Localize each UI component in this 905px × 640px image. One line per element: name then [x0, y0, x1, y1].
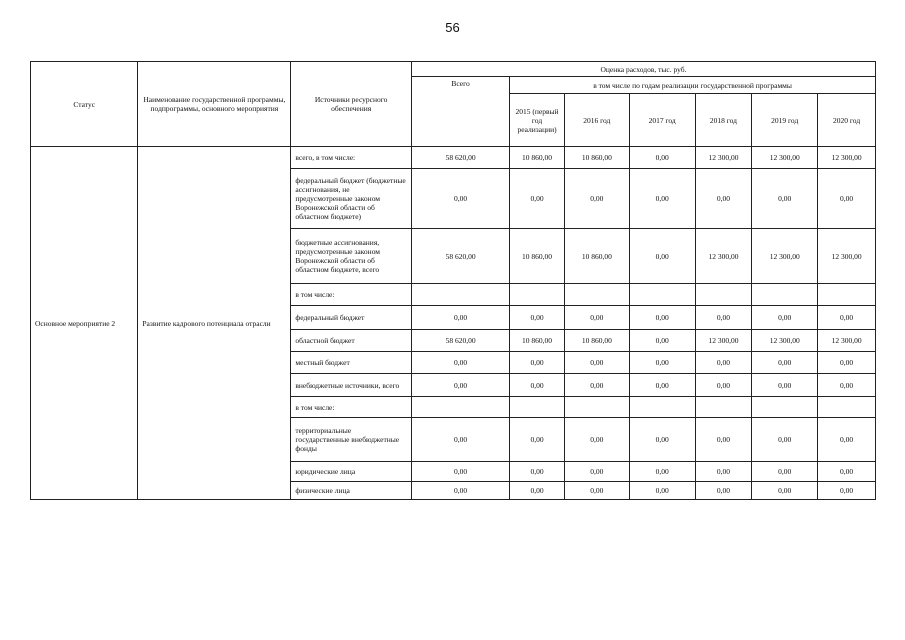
table-row [31, 147, 876, 169]
year-value-cell [629, 397, 695, 418]
header-year-2016: 2016 год [564, 94, 629, 147]
year-value-cell: 0,00 [695, 374, 752, 397]
year-value-cell: 10 860,00 [564, 229, 629, 284]
year-value-cell: 10 860,00 [510, 330, 565, 352]
source-cell: физические лица [291, 482, 412, 500]
year-value-cell: 0,00 [818, 418, 876, 462]
header-by-year: в том числе по годам реализации государственной программы [510, 77, 876, 94]
year-value-cell: 0,00 [564, 169, 629, 229]
year-value-cell: 0,00 [510, 352, 565, 374]
year-value-cell [695, 397, 752, 418]
source-cell: территориальные государственные внебюджетные фонды [291, 418, 412, 462]
year-value-cell: 0,00 [818, 482, 876, 500]
year-value-cell: 0,00 [629, 482, 695, 500]
header-name: Наименование государственной программы, подпрограммы, основного мероприятия [138, 62, 291, 147]
year-value-cell [564, 284, 629, 306]
year-value-cell: 0,00 [695, 418, 752, 462]
year-value-cell: 12 300,00 [752, 330, 818, 352]
year-value-cell: 0,00 [510, 418, 565, 462]
source-cell: местный бюджет [291, 352, 412, 374]
year-value-cell [818, 284, 876, 306]
total-value-cell [411, 397, 509, 418]
source-cell: в том числе: [291, 284, 412, 306]
program-name-cell: Развитие кадрового потенциала отрасли [138, 147, 291, 500]
header-year-2019: 2019 год [752, 94, 818, 147]
year-value-cell: 12 300,00 [752, 147, 818, 169]
source-cell: внебюджетные источники, всего [291, 374, 412, 397]
year-value-cell [564, 397, 629, 418]
year-value-cell: 0,00 [510, 306, 565, 330]
year-value-cell: 0,00 [510, 482, 565, 500]
header-year-2018: 2018 год [695, 94, 752, 147]
year-value-cell: 12 300,00 [818, 229, 876, 284]
year-value-cell: 0,00 [564, 306, 629, 330]
source-cell: всего, в том числе: [291, 147, 412, 169]
year-value-cell: 0,00 [629, 462, 695, 482]
year-value-cell: 0,00 [752, 418, 818, 462]
total-value-cell: 58 620,00 [411, 330, 509, 352]
year-value-cell: 0,00 [752, 352, 818, 374]
status-cell: Основное мероприятие 2 [31, 147, 138, 500]
header-year-2015: 2015 (первый год реализации) [510, 94, 565, 147]
year-value-cell: 12 300,00 [695, 330, 752, 352]
year-value-cell: 0,00 [510, 169, 565, 229]
year-value-cell: 0,00 [510, 462, 565, 482]
header-estimate: Оценка расходов, тыс. руб. [411, 62, 875, 77]
year-value-cell: 0,00 [752, 374, 818, 397]
year-value-cell: 0,00 [818, 306, 876, 330]
year-value-cell: 0,00 [752, 169, 818, 229]
year-value-cell: 12 300,00 [752, 229, 818, 284]
year-value-cell: 0,00 [695, 482, 752, 500]
year-value-cell [752, 284, 818, 306]
year-value-cell: 12 300,00 [695, 229, 752, 284]
source-cell: в том числе: [291, 397, 412, 418]
total-value-cell [411, 284, 509, 306]
year-value-cell [818, 397, 876, 418]
year-value-cell: 12 300,00 [695, 147, 752, 169]
year-value-cell: 0,00 [564, 482, 629, 500]
year-value-cell: 10 860,00 [564, 147, 629, 169]
year-value-cell [752, 397, 818, 418]
total-value-cell: 58 620,00 [411, 147, 509, 169]
year-value-cell: 0,00 [629, 229, 695, 284]
year-value-cell: 0,00 [629, 374, 695, 397]
year-value-cell: 10 860,00 [510, 229, 565, 284]
source-cell: юридические лица [291, 462, 412, 482]
year-value-cell: 0,00 [695, 169, 752, 229]
year-value-cell: 0,00 [510, 374, 565, 397]
year-value-cell: 12 300,00 [818, 330, 876, 352]
total-value-cell: 0,00 [411, 418, 509, 462]
source-cell: федеральный бюджет (бюджетные ассигнования, не предусмотренные законом Воронежской области об областном бюджете) [291, 169, 412, 229]
year-value-cell: 0,00 [629, 306, 695, 330]
year-value-cell: 0,00 [695, 352, 752, 374]
source-cell: бюджетные ассигнования, предусмотренные законом Воронежской области об областном бюджете, всего [291, 229, 412, 284]
year-value-cell [695, 284, 752, 306]
total-value-cell: 0,00 [411, 482, 509, 500]
year-value-cell: 0,00 [695, 462, 752, 482]
header-total: Всего [411, 77, 509, 147]
source-cell: областной бюджет [291, 330, 412, 352]
year-value-cell: 0,00 [564, 418, 629, 462]
year-value-cell: 0,00 [564, 374, 629, 397]
year-value-cell: 12 300,00 [818, 147, 876, 169]
expense-table [30, 61, 876, 500]
year-value-cell: 0,00 [818, 169, 876, 229]
total-value-cell: 58 620,00 [411, 229, 509, 284]
header-year-2017: 2017 год [629, 94, 695, 147]
year-value-cell: 0,00 [752, 482, 818, 500]
year-value-cell [629, 284, 695, 306]
total-value-cell: 0,00 [411, 306, 509, 330]
year-value-cell: 0,00 [629, 330, 695, 352]
year-value-cell: 0,00 [818, 374, 876, 397]
year-value-cell: 0,00 [629, 352, 695, 374]
year-value-cell: 10 860,00 [564, 330, 629, 352]
year-value-cell [510, 397, 565, 418]
total-value-cell: 0,00 [411, 169, 509, 229]
year-value-cell: 0,00 [629, 418, 695, 462]
page-number: 56 [445, 20, 460, 35]
year-value-cell: 10 860,00 [510, 147, 565, 169]
year-value-cell: 0,00 [564, 462, 629, 482]
total-value-cell: 0,00 [411, 352, 509, 374]
year-value-cell: 0,00 [629, 147, 695, 169]
header-year-2020: 2020 год [818, 94, 876, 147]
year-value-cell: 0,00 [629, 169, 695, 229]
year-value-cell: 0,00 [564, 352, 629, 374]
year-value-cell: 0,00 [752, 462, 818, 482]
year-value-cell: 0,00 [818, 352, 876, 374]
source-cell: федеральный бюджет [291, 306, 412, 330]
year-value-cell: 0,00 [752, 306, 818, 330]
header-status: Статус [31, 62, 138, 147]
year-value-cell: 0,00 [818, 462, 876, 482]
total-value-cell: 0,00 [411, 374, 509, 397]
header-sources: Источники ресурсного обеспечения [291, 62, 412, 147]
total-value-cell: 0,00 [411, 462, 509, 482]
year-value-cell [510, 284, 565, 306]
year-value-cell: 0,00 [695, 306, 752, 330]
